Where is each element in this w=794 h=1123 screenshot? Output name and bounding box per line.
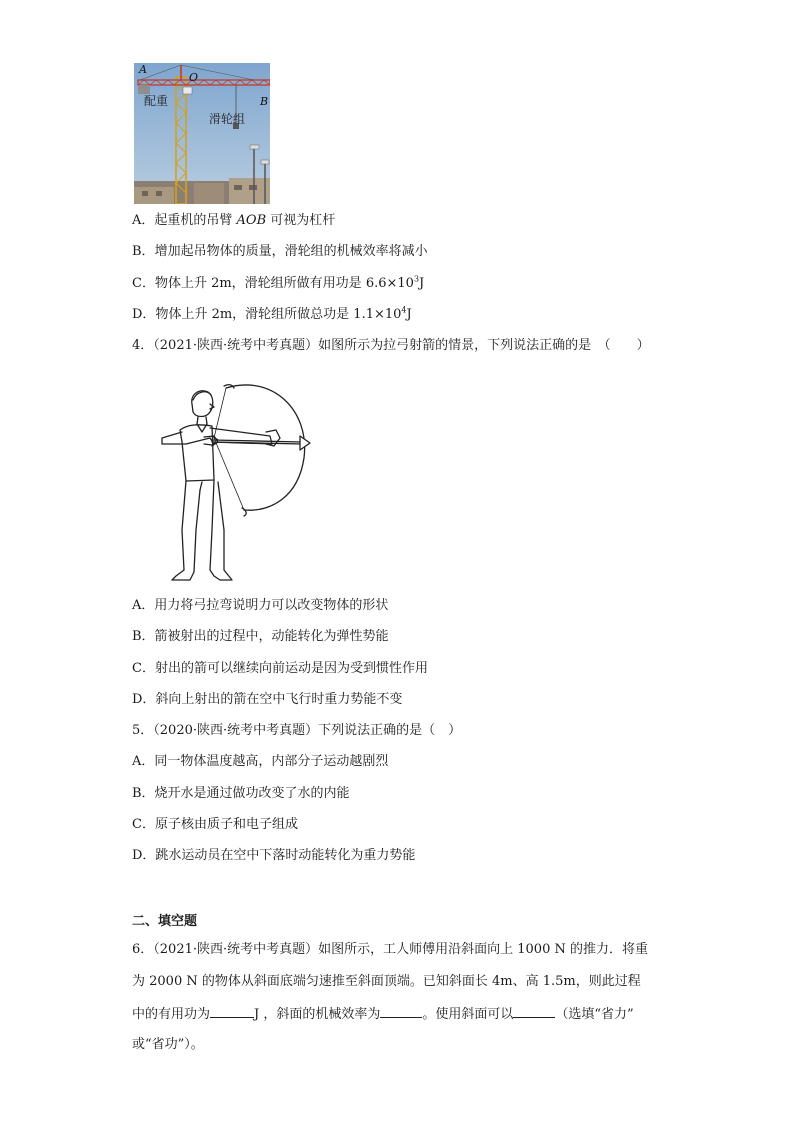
section-title-fill-in: 二、填空题	[132, 914, 198, 929]
q6-line-4: 或“省功”）。	[132, 1037, 204, 1052]
q4-option-b: B．箭被射出的过程中，动能转化为弹性势能	[132, 629, 389, 644]
q3-option-a	[132, 213, 335, 229]
q5-option-b: B．烧开水是通过做功改变了水的内能	[132, 786, 350, 801]
efficiency-blank[interactable]	[380, 1005, 422, 1018]
q6-text: 中的有用功为	[132, 1007, 211, 1022]
q4-stem: 4．（2021·陕西·统考中考真题）如图所示为拉弓射箭的情景，下列说法正确的是 （ ）	[132, 338, 650, 353]
option-unit: J	[406, 307, 412, 322]
counterweight-label: 配重	[144, 94, 169, 108]
point-o-label: O	[189, 71, 199, 84]
q6-text: （选填“省力”	[555, 1007, 634, 1022]
crane-illustration	[134, 63, 270, 204]
option-unit: J	[419, 276, 425, 291]
option-letter: D．	[132, 307, 156, 322]
advantage-blank[interactable]	[513, 1005, 555, 1018]
q3-option-d	[132, 307, 412, 323]
option-italic-term: AOB	[236, 213, 267, 228]
q5-option-d: D．跳水运动员在空中下落时动能转化为重力势能	[132, 848, 416, 863]
option-text: 物体上升 2m，滑轮组所做有用功是 6.6×10	[154, 276, 414, 291]
q4-option-c: C．射出的箭可以继续向前运动是因为受到惯性作用	[132, 661, 428, 676]
option-exponent: 3	[413, 274, 420, 284]
archer-illustration	[152, 380, 312, 585]
q6-line-2: 为 2000 N 的物体从斜面底端匀速推至斜面顶端。已知斜面长 4m、高 1.5m，则此过程	[132, 974, 641, 989]
q4-option-d: D．斜向上射出的箭在空中飞行时重力势能不变	[132, 692, 403, 707]
option-text: 起重机的吊臂	[154, 213, 237, 228]
option-letter: A．	[132, 213, 155, 228]
option-text: 增加起吊物体的质量，滑轮组的机械效率将减小	[154, 244, 428, 259]
q3-option-b	[132, 244, 428, 260]
q5-option-c: C．原子核由质子和电子组成	[132, 817, 298, 832]
point-b-label: B	[260, 95, 269, 108]
q4-option-a: A．用力将弓拉弯说明力可以改变物体的形状	[132, 598, 389, 613]
option-text-tail: 可视为杠杆	[266, 213, 336, 228]
q6-text: 。使用斜面可以	[422, 1007, 514, 1022]
crane-photo	[134, 63, 270, 204]
pulley-block-label: 滑轮组	[209, 112, 246, 126]
option-letter: C．	[132, 276, 155, 291]
option-text: 物体上升 2m，滑轮组所做总功是 1.1×10	[155, 307, 402, 322]
q6-text: J ，斜面的机械效率为	[254, 1007, 381, 1022]
archer-drawing	[152, 380, 312, 585]
q3-option-c	[132, 276, 424, 292]
point-a-label: A	[139, 63, 147, 76]
q5-option-a: A．同一物体温度越高，内部分子运动越剧烈	[132, 754, 389, 769]
q6-line-1: 6．（2021·陕西·统考中考真题）如图所示，工人师傅用沿斜面向上 1000 N 的推力．将重	[132, 942, 648, 957]
q5-stem: 5．（2020·陕西·统考中考真题）下列说法正确的是（ ）	[132, 723, 462, 738]
useful-work-blank[interactable]	[210, 1005, 254, 1018]
option-letter: B．	[132, 244, 155, 259]
q6-line-3	[132, 1005, 634, 1023]
option-exponent: 4	[401, 305, 407, 315]
